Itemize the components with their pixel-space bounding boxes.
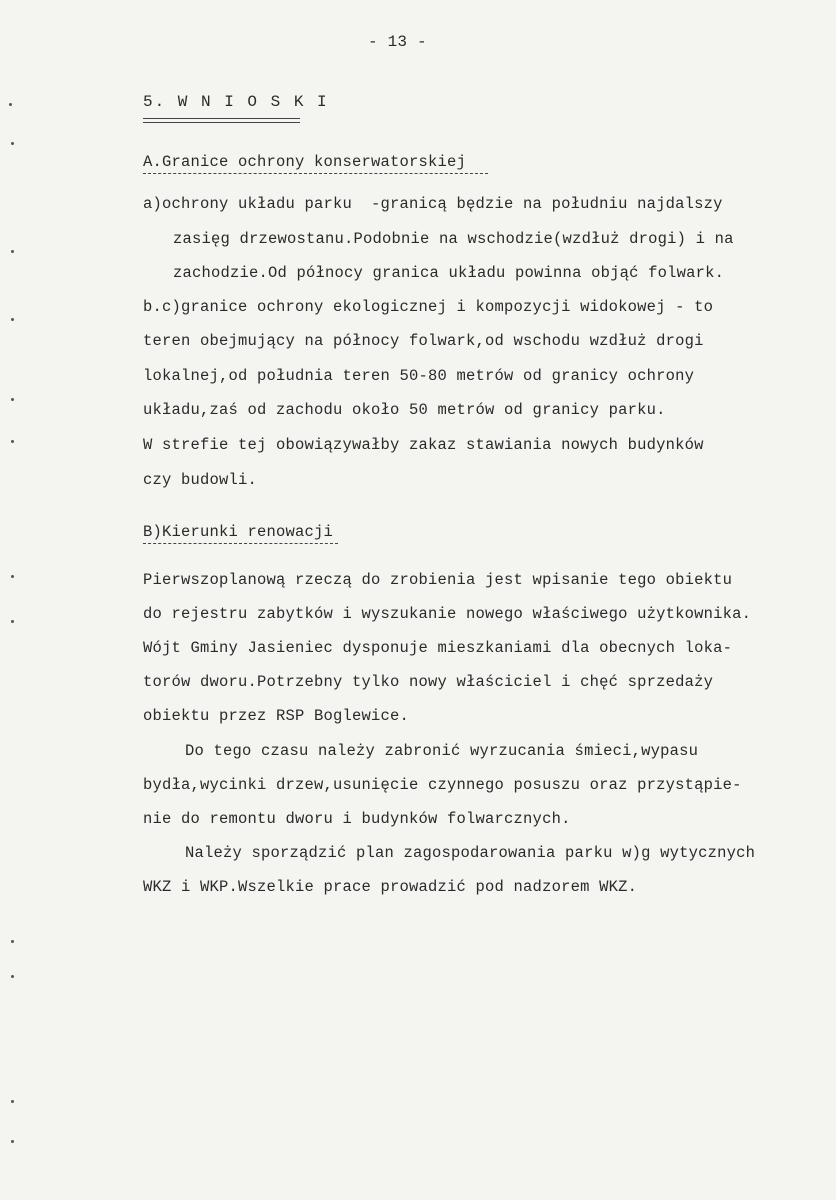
margin-speck [11, 620, 14, 623]
paragraph-line: do rejestru zabytków i wyszukanie nowego właściwego użytkownika. [143, 605, 752, 623]
paragraph-line: układu,zaś od zachodu około 50 metrów od granicy parku. [143, 401, 666, 419]
paragraph-line: WKZ i WKP.Wszelkie prace prowadzić pod nadzorem WKZ. [143, 878, 638, 896]
margin-speck [11, 398, 14, 401]
section-title: 5. W N I O S K I [143, 93, 329, 111]
paragraph-line: b.c)granice ochrony ekologicznej i kompozycji widokowej - to [143, 298, 714, 316]
margin-speck [11, 1100, 14, 1103]
paragraph-line: a)ochrony układu parku -granicą będzie na południu najdalszy [143, 195, 723, 213]
paragraph-line: Pierwszoplanową rzeczą do zrobienia jest wpisanie tego obiektu [143, 571, 733, 589]
paragraph-line: Należy sporządzić plan zagospodarowania parku w)g wytycznych [185, 844, 756, 862]
title-underline-bottom [143, 122, 300, 123]
title-underline-top [143, 118, 300, 119]
paragraph-line: lokalnej,od południa teren 50-80 metrów od granicy ochrony [143, 367, 695, 385]
margin-speck [9, 103, 12, 106]
margin-speck [11, 975, 14, 978]
margin-speck [11, 318, 14, 321]
subsection-b-heading: B)Kierunki renowacji [143, 523, 334, 541]
margin-speck [11, 142, 14, 145]
subsection-a-heading: A.Granice ochrony konserwatorskiej [143, 153, 467, 171]
subsection-a-underline [143, 173, 488, 174]
margin-speck [11, 250, 14, 253]
paragraph-line: zasięg drzewostanu.Podobnie na wschodzie(wzdłuż drogi) i na [173, 230, 734, 248]
paragraph-line: teren obejmujący na północy folwark,od wschodu wzdłuż drogi [143, 332, 704, 350]
paragraph-line: czy budowli. [143, 471, 258, 489]
subsection-b-underline [143, 543, 338, 544]
paragraph-line: W strefie tej obowiązywałby zakaz stawiania nowych budynków [143, 436, 704, 454]
paragraph-line: Do tego czasu należy zabronić wyrzucania śmieci,wypasu [185, 742, 699, 760]
margin-speck [11, 1140, 14, 1143]
paragraph-line: torów dworu.Potrzebny tylko nowy właściciel i chęć sprzedaży [143, 673, 714, 691]
margin-speck [11, 440, 14, 443]
page-number: - 13 - [368, 33, 427, 51]
paragraph-line: zachodzie.Od północy granica układu powinna objąć folwark. [173, 264, 725, 282]
margin-speck [11, 940, 14, 943]
margin-speck [11, 575, 14, 578]
paragraph-line: obiektu przez RSP Boglewice. [143, 707, 410, 725]
paragraph-line: Wójt Gminy Jasieniec dysponuje mieszkaniami dla obecnych loka- [143, 639, 733, 657]
paragraph-line: nie do remontu dworu i budynków folwarcznych. [143, 810, 571, 828]
paragraph-line: bydła,wycinki drzew,usunięcie czynnego posuszu oraz przystąpie- [143, 776, 742, 794]
